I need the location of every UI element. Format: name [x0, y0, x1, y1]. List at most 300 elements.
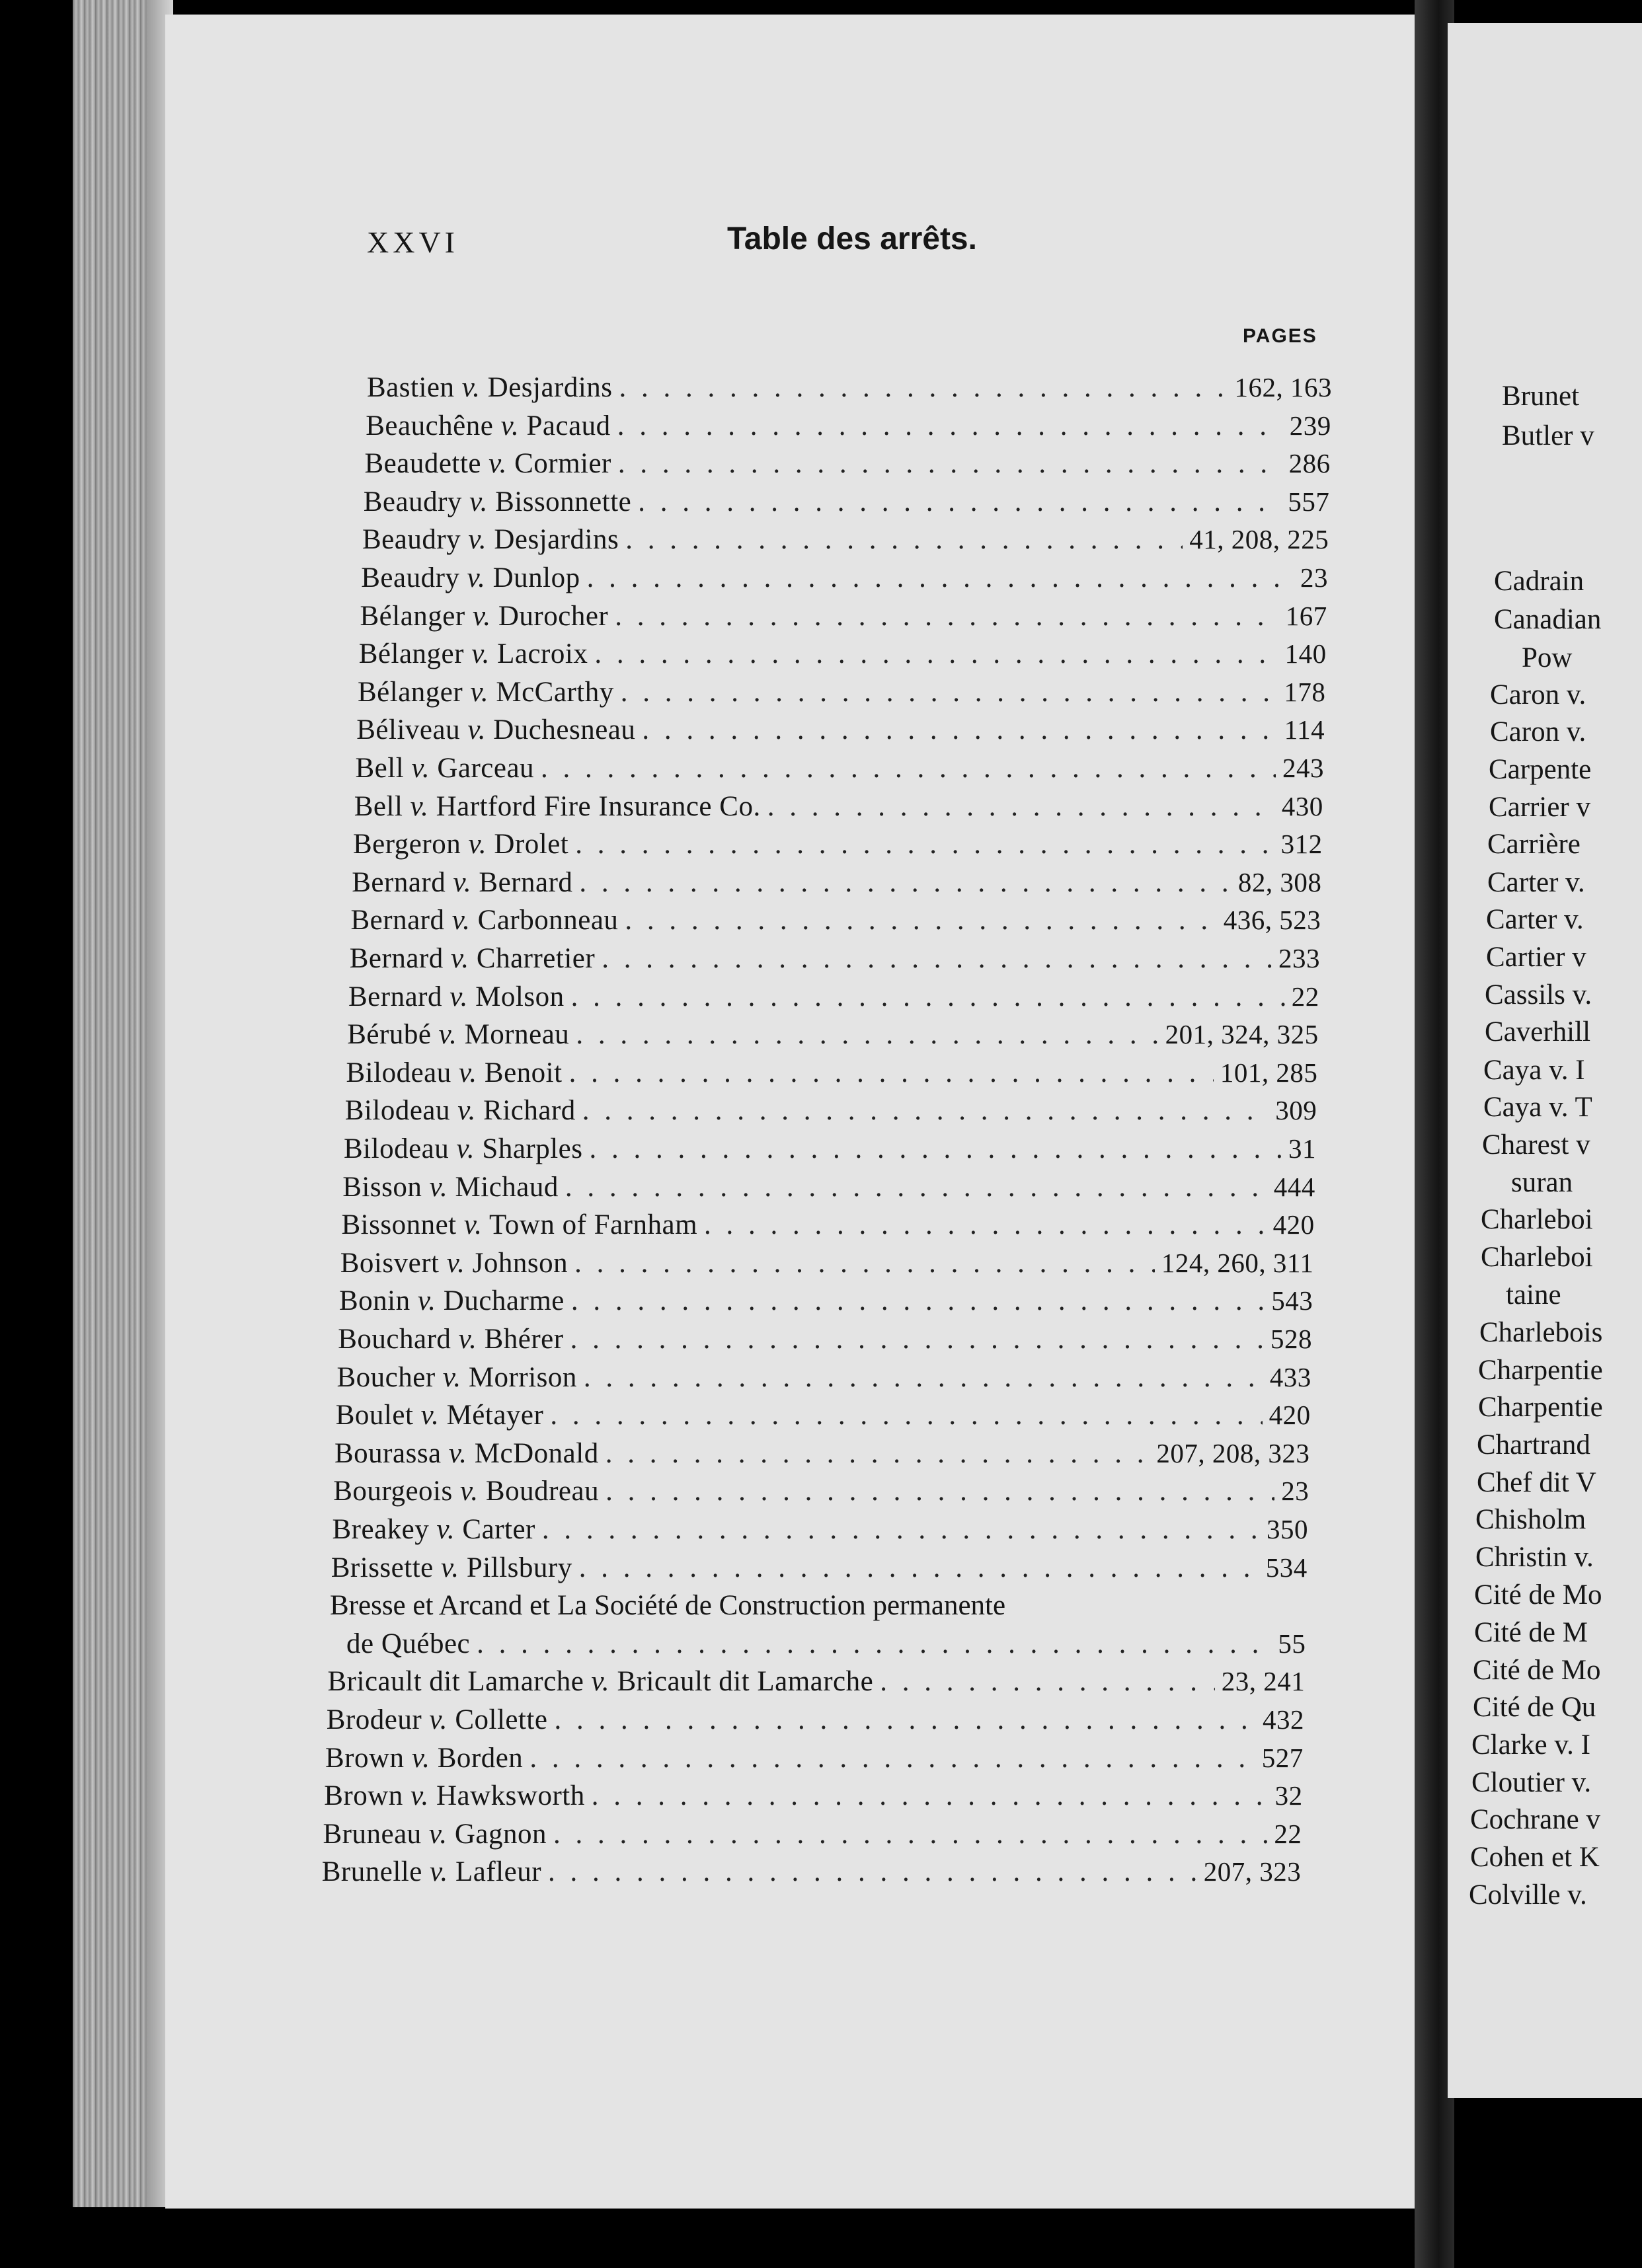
plaintiff-name: Beaudry	[363, 486, 462, 517]
facing-page-line: Cité de M	[1474, 1617, 1588, 1648]
index-entry	[340, 1247, 1314, 1283]
entry-pages: 350	[1267, 1514, 1308, 1544]
versus-abbrev: v.	[442, 1361, 461, 1393]
entry-pages: 23, 241	[1221, 1666, 1306, 1697]
entry-pages: 41, 208, 225	[1189, 524, 1329, 555]
facing-page-line: Caverhill	[1485, 1016, 1591, 1047]
versus-abbrev: v.	[459, 1057, 477, 1088]
index-entry	[325, 1742, 1304, 1778]
versus-abbrev: v.	[410, 790, 429, 822]
index-entry	[338, 1323, 1312, 1359]
index-entry	[350, 942, 1320, 978]
facing-page-line: Charleboi	[1481, 1242, 1593, 1273]
versus-abbrev: v.	[448, 1437, 467, 1469]
entry-pages: 22	[1274, 1818, 1302, 1849]
plaintiff-name: Beaudry	[361, 562, 460, 593]
entry-parties	[347, 1018, 569, 1051]
index-entry	[331, 1552, 1308, 1587]
entry-pages: 23	[1281, 1476, 1310, 1507]
dot-leader	[579, 866, 1231, 899]
entry-parties	[365, 447, 611, 480]
facing-page-line: Butler v	[1502, 420, 1594, 451]
facing-page-line: Charleboi	[1481, 1204, 1593, 1235]
facing-page-line: Pow	[1522, 642, 1573, 673]
dot-leader	[606, 1437, 1150, 1470]
dot-leader	[582, 1094, 1269, 1127]
entry-parties	[353, 828, 568, 860]
plaintiff-name: Bernard	[352, 866, 446, 898]
index-entry	[360, 600, 1327, 636]
entry-parties	[345, 1094, 576, 1127]
index-entry	[339, 1285, 1313, 1320]
entry-parties	[340, 1247, 568, 1279]
facing-page-line: Christin v.	[1475, 1542, 1594, 1573]
entry-pages: 22	[1291, 981, 1319, 1012]
defendant-name: Métayer	[446, 1400, 544, 1431]
facing-page-line: Cité de Qu	[1473, 1692, 1596, 1723]
plaintiff-name: Bernard	[349, 943, 444, 974]
facing-page-line: Carrier v	[1489, 792, 1591, 823]
defendant-name: Bricault dit Lamarche	[617, 1666, 874, 1698]
index-entry	[344, 1133, 1316, 1168]
defendant-name: Desjardins	[487, 372, 613, 403]
plaintiff-name: Bisson	[342, 1171, 422, 1203]
defendant-name: Richard	[483, 1095, 576, 1127]
dot-leader	[541, 752, 1276, 784]
plaintiff-name: Brown	[324, 1780, 403, 1812]
dot-leader	[542, 1513, 1260, 1546]
plaintiff-name: Breakey	[332, 1514, 430, 1545]
plaintiff-name: Bélanger	[358, 638, 464, 670]
plaintiff-name: Bergeron	[353, 829, 461, 860]
multiline-entry-line2	[346, 1628, 1306, 1663]
defendant-name: Morrison	[468, 1361, 577, 1393]
entry-parties	[337, 1361, 577, 1394]
entry-pages: 312	[1280, 829, 1323, 860]
versus-abbrev: v.	[411, 1742, 430, 1774]
facing-page-line: Cohen et K	[1470, 1842, 1600, 1873]
index-entry	[345, 1094, 1317, 1130]
versus-abbrev: v.	[436, 1514, 455, 1545]
entry-parties	[323, 1818, 547, 1850]
entry-parties	[322, 1856, 541, 1888]
dot-leader	[550, 1399, 1262, 1431]
versus-abbrev: v.	[470, 676, 489, 708]
facing-page-line: Cloutier v.	[1471, 1767, 1592, 1798]
versus-abbrev: v.	[420, 1400, 440, 1431]
defendant-name: Michaud	[455, 1171, 559, 1203]
facing-page-line: Caya v. I	[1483, 1055, 1585, 1086]
entry-pages: 55	[1278, 1628, 1306, 1659]
facing-page-line: Charpentie	[1478, 1392, 1603, 1423]
plaintiff-name: Bilodeau	[344, 1095, 450, 1127]
entry-pages: 534	[1265, 1552, 1308, 1583]
facing-page-line: Caron v.	[1490, 679, 1586, 710]
versus-abbrev: v.	[458, 1324, 477, 1355]
plaintiff-name: Bernard	[348, 981, 442, 1012]
entry-pages: 309	[1275, 1095, 1317, 1126]
index-entry	[366, 410, 1331, 445]
versus-abbrev: v.	[411, 1780, 429, 1812]
index-entry	[336, 1399, 1311, 1435]
entry-parties	[354, 790, 761, 823]
dot-leader	[477, 1628, 1271, 1660]
plaintiff-name: Bruneau	[323, 1818, 422, 1850]
defendant-name: Cormier	[514, 448, 611, 480]
defendant-name: Garceau	[437, 753, 535, 784]
defendant-name: Borden	[437, 1742, 524, 1774]
defendant-name: Bernard	[479, 866, 573, 898]
entry-parties	[358, 676, 614, 708]
dot-leader	[565, 1171, 1267, 1203]
defendant-name: Benoit	[484, 1057, 563, 1088]
defendant-name: Morneau	[464, 1019, 570, 1051]
index-entry	[332, 1513, 1309, 1549]
defendant-name: Sharples	[482, 1133, 583, 1164]
versus-abbrev: v.	[417, 1285, 436, 1317]
versus-abbrev: v.	[411, 753, 430, 784]
plaintiff-name: Bricault dit Lamarche	[327, 1666, 584, 1698]
dot-leader	[621, 676, 1278, 708]
entry-parties	[344, 1133, 583, 1165]
entry-parties	[352, 866, 572, 899]
plaintiff-name: Brissette	[331, 1552, 434, 1583]
versus-abbrev: v.	[472, 600, 491, 632]
dot-leader	[548, 1856, 1197, 1888]
facing-page-line: taine	[1506, 1279, 1561, 1310]
entry-pages: 124, 260, 311	[1161, 1247, 1314, 1278]
defendant-name: Hartford Fire Insurance Co.	[436, 790, 761, 822]
entry-pages: 201, 324, 325	[1165, 1019, 1319, 1050]
entry-pages: 527	[1261, 1742, 1304, 1773]
defendant-name: McCarthy	[496, 676, 614, 708]
entry-pages: 420	[1272, 1209, 1315, 1240]
versus-abbrev: v.	[467, 562, 486, 593]
multiline-entry-line1: Bresse et Arcand et La Société de Construction permanente	[330, 1590, 1006, 1622]
dot-leader	[529, 1742, 1255, 1774]
index-entry	[324, 1780, 1302, 1815]
entry-parties	[361, 562, 580, 594]
dot-leader	[606, 1475, 1274, 1507]
versus-abbrev: v.	[457, 1095, 476, 1127]
defendant-name: Lafleur	[455, 1856, 542, 1888]
entry-pages: 557	[1288, 486, 1330, 517]
index-entry	[337, 1361, 1311, 1397]
facing-page-line: Caron v.	[1490, 716, 1586, 747]
index-entry	[328, 1665, 1306, 1701]
defendant-name: Carter	[462, 1514, 535, 1545]
entry-pages: 167	[1285, 600, 1327, 631]
facing-page-line: Cadrain	[1494, 566, 1584, 597]
pages-column-heading: PAGES	[1243, 325, 1317, 347]
index-entry	[356, 714, 1325, 749]
versus-abbrev: v.	[451, 905, 471, 936]
entry-pages: 233	[1278, 943, 1320, 973]
facing-page-line: Cité de Mo	[1474, 1579, 1602, 1610]
plaintiff-name: Bourgeois	[333, 1476, 453, 1507]
index-entry	[327, 1704, 1304, 1739]
dot-leader	[571, 1285, 1265, 1317]
facing-page-line: Clarke v. I	[1471, 1729, 1590, 1760]
facing-page-line: Chartrand	[1477, 1429, 1590, 1460]
defendant-name: Town of Farnham	[489, 1209, 698, 1241]
index-entry	[362, 523, 1329, 559]
index-entry	[346, 1057, 1318, 1092]
versus-abbrev: v.	[468, 829, 487, 860]
entry-pages: 31	[1288, 1133, 1316, 1164]
versus-abbrev: v.	[460, 1476, 479, 1507]
dot-leader	[619, 371, 1228, 404]
versus-abbrev: v.	[429, 1704, 448, 1735]
entry-parties	[334, 1437, 599, 1470]
facing-page-line: Cochrane v	[1470, 1804, 1601, 1835]
facing-page-line: suran	[1511, 1167, 1573, 1198]
dot-leader	[579, 1552, 1259, 1584]
entry-pages: 444	[1273, 1171, 1315, 1202]
index-entry	[361, 562, 1328, 597]
versus-abbrev: v.	[471, 638, 490, 670]
dot-leader	[590, 1133, 1282, 1165]
entry-parties	[339, 1285, 565, 1317]
index-entry	[356, 752, 1325, 788]
entry-parties	[364, 486, 632, 518]
entry-parties	[346, 1057, 563, 1089]
entry-pages: 430	[1281, 790, 1323, 821]
dot-leader	[571, 981, 1285, 1013]
plaintiff-name: Bell	[355, 753, 405, 784]
entry-parties	[328, 1665, 874, 1698]
versus-abbrev: v.	[463, 1209, 483, 1241]
index-entry	[351, 904, 1321, 940]
plaintiff-name: Beauchêne	[366, 410, 494, 441]
entry-parties	[360, 600, 609, 632]
defendant-name: Drolet	[494, 829, 569, 860]
dot-leader	[880, 1665, 1214, 1698]
plaintiff-name: Bourassa	[334, 1437, 442, 1469]
facing-page-line: Caya v. T	[1483, 1092, 1592, 1123]
defendant-name: Duchesneau	[493, 714, 636, 746]
entry-pages: 32	[1274, 1780, 1303, 1811]
dot-leader	[570, 1323, 1264, 1355]
plaintiff-name: Beaudette	[364, 448, 481, 480]
dot-leader	[569, 1057, 1214, 1089]
entry-parties	[324, 1780, 584, 1812]
multiline-entry-continuation: de Québec	[346, 1628, 471, 1659]
index-entry	[333, 1475, 1309, 1511]
defendant-name: Gagnon	[454, 1818, 547, 1850]
entry-pages: 436, 523	[1223, 905, 1321, 936]
entry-pages: 114	[1284, 714, 1325, 745]
plaintiff-name: Béliveau	[356, 714, 461, 746]
facing-page-line: Chef dit V	[1477, 1467, 1596, 1498]
dot-leader	[553, 1818, 1267, 1850]
dot-leader	[618, 447, 1282, 480]
entry-pages: 207, 208, 323	[1156, 1437, 1310, 1468]
index-entry	[347, 1018, 1318, 1054]
defendant-name: Collette	[455, 1704, 548, 1735]
entry-pages: 420	[1269, 1400, 1311, 1431]
defendant-name: Dunlop	[492, 562, 580, 593]
index-entry	[323, 1818, 1302, 1854]
versus-abbrev: v.	[467, 714, 486, 746]
versus-abbrev: v.	[428, 1818, 448, 1850]
dot-leader	[625, 523, 1183, 556]
entry-pages: 162, 163	[1234, 372, 1332, 402]
entry-pages: 207, 323	[1203, 1856, 1302, 1887]
facing-page-line: Cassils v.	[1485, 979, 1592, 1010]
defendant-name: McDonald	[474, 1437, 599, 1469]
entry-parties	[350, 942, 595, 975]
facing-page-line: Charpentie	[1478, 1355, 1603, 1386]
defendant-name: Carbonneau	[477, 905, 619, 936]
facing-page-line: Canadian	[1494, 604, 1602, 635]
index-entry	[348, 981, 1319, 1016]
entry-pages: 243	[1282, 753, 1324, 783]
facing-page-line: Carter v.	[1486, 904, 1584, 935]
entry-pages: 178	[1284, 676, 1326, 707]
plaintiff-name: Brunelle	[321, 1856, 422, 1888]
entry-pages: 82, 308	[1237, 866, 1322, 897]
plaintiff-name: Boucher	[336, 1361, 436, 1393]
entry-pages: 140	[1284, 638, 1327, 669]
page-title: Table des arrêts.	[727, 221, 977, 256]
plaintiff-name: Beaudry	[362, 524, 461, 556]
facing-page-line: Charest v	[1482, 1129, 1590, 1160]
entry-pages: 101, 285	[1220, 1057, 1318, 1088]
defendant-name: Johnson	[472, 1247, 568, 1279]
versus-abbrev: v.	[500, 410, 520, 441]
dot-leader	[602, 942, 1272, 975]
dot-leader	[587, 562, 1294, 594]
entry-parties	[367, 371, 613, 404]
dot-leader	[594, 638, 1278, 670]
defendant-name: Charretier	[476, 943, 596, 974]
index-entry	[365, 447, 1331, 483]
entry-pages: 286	[1288, 448, 1331, 479]
dot-leader	[574, 1247, 1155, 1279]
versus-abbrev: v.	[430, 1856, 448, 1888]
dot-leader	[615, 600, 1279, 632]
dot-leader	[617, 410, 1283, 442]
dot-leader	[592, 1780, 1269, 1812]
facing-page-line: Charlebois	[1479, 1317, 1603, 1348]
entry-parties	[342, 1171, 559, 1203]
index-entry	[334, 1437, 1310, 1473]
versus-abbrev: v.	[468, 524, 487, 556]
index-entry	[353, 828, 1323, 864]
dot-leader	[554, 1704, 1256, 1736]
entry-parties	[359, 638, 588, 670]
facing-page	[1448, 23, 1642, 2098]
plaintiff-name: Boisvert	[340, 1247, 440, 1279]
plaintiff-name: Bilodeau	[344, 1133, 450, 1164]
plaintiff-name: Brodeur	[326, 1704, 422, 1735]
defendant-name: Ducharme	[443, 1285, 565, 1317]
defendant-name: Pillsbury	[466, 1552, 572, 1583]
index-entry	[358, 676, 1325, 712]
defendant-name: Bissonnette	[495, 486, 632, 517]
dot-leader	[575, 828, 1274, 860]
facing-page-line: Chisholm	[1475, 1504, 1586, 1535]
entry-pages: 528	[1271, 1324, 1312, 1354]
defendant-name: Molson	[475, 981, 565, 1012]
versus-abbrev: v.	[450, 981, 468, 1012]
page-number: XXVI	[367, 225, 459, 259]
entry-parties	[331, 1552, 572, 1584]
plaintiff-name: Bilodeau	[346, 1057, 451, 1088]
entry-parties	[366, 410, 610, 442]
plaintiff-name: Bell	[354, 790, 403, 822]
entry-pages: 543	[1271, 1285, 1313, 1316]
page-stack-edges	[73, 0, 152, 2207]
facing-page-line: Cartier v	[1486, 942, 1586, 973]
dot-leader	[638, 486, 1281, 518]
entry-parties	[356, 752, 535, 784]
entry-parties	[342, 1209, 698, 1241]
plaintiff-name: Bissonnet	[341, 1209, 457, 1241]
entry-parties	[351, 904, 619, 936]
versus-abbrev: v.	[451, 943, 469, 974]
entry-parties	[362, 523, 619, 556]
facing-page-line: Carter v.	[1487, 867, 1585, 898]
plaintiff-name: Bélanger	[358, 676, 463, 708]
index-entry	[354, 790, 1323, 826]
dot-leader	[704, 1209, 1267, 1241]
entry-parties	[348, 981, 565, 1013]
facing-page-line: Brunet	[1502, 381, 1580, 412]
dot-leader	[642, 714, 1277, 746]
entry-parties	[336, 1399, 544, 1431]
versus-abbrev: v.	[429, 1171, 448, 1203]
entry-parties	[338, 1323, 563, 1355]
dot-leader	[576, 1018, 1158, 1051]
versus-abbrev: v.	[438, 1019, 457, 1051]
defendant-name: Lacroix	[497, 638, 588, 670]
entry-parties	[325, 1742, 523, 1774]
defendant-name: Desjardins	[494, 524, 619, 556]
entry-parties	[327, 1704, 548, 1736]
entry-parties	[356, 714, 635, 746]
index-entry	[364, 486, 1330, 521]
dot-leader	[625, 904, 1216, 936]
entry-parties	[332, 1513, 535, 1546]
entry-pages: 239	[1289, 410, 1331, 441]
defendant-name: Durocher	[498, 600, 609, 632]
index-entry	[322, 1856, 1301, 1891]
versus-abbrev: v.	[591, 1666, 610, 1698]
entry-pages: 23	[1300, 562, 1328, 593]
facing-page-line: Colville v.	[1469, 1879, 1587, 1910]
plaintiff-name: Bastien	[367, 372, 455, 403]
index-entry	[367, 371, 1332, 407]
facing-page-line: Cité de Mo	[1473, 1655, 1601, 1686]
plaintiff-name: Bouchard	[338, 1324, 451, 1355]
plaintiff-name: Brown	[325, 1742, 405, 1774]
versus-abbrev: v.	[440, 1552, 459, 1583]
defendant-name: Hawksworth	[436, 1780, 585, 1812]
entry-pages: 432	[1263, 1704, 1304, 1735]
dot-leader	[767, 790, 1275, 823]
dot-leader	[584, 1361, 1263, 1394]
plaintiff-name: Bonin	[339, 1285, 411, 1317]
versus-abbrev: v.	[446, 1247, 465, 1279]
versus-abbrev: v.	[461, 372, 481, 403]
index-entry	[352, 866, 1321, 902]
versus-abbrev: v.	[469, 486, 488, 517]
entry-parties	[333, 1475, 599, 1507]
plaintiff-name: Boulet	[335, 1400, 414, 1431]
index-entry	[342, 1209, 1315, 1244]
